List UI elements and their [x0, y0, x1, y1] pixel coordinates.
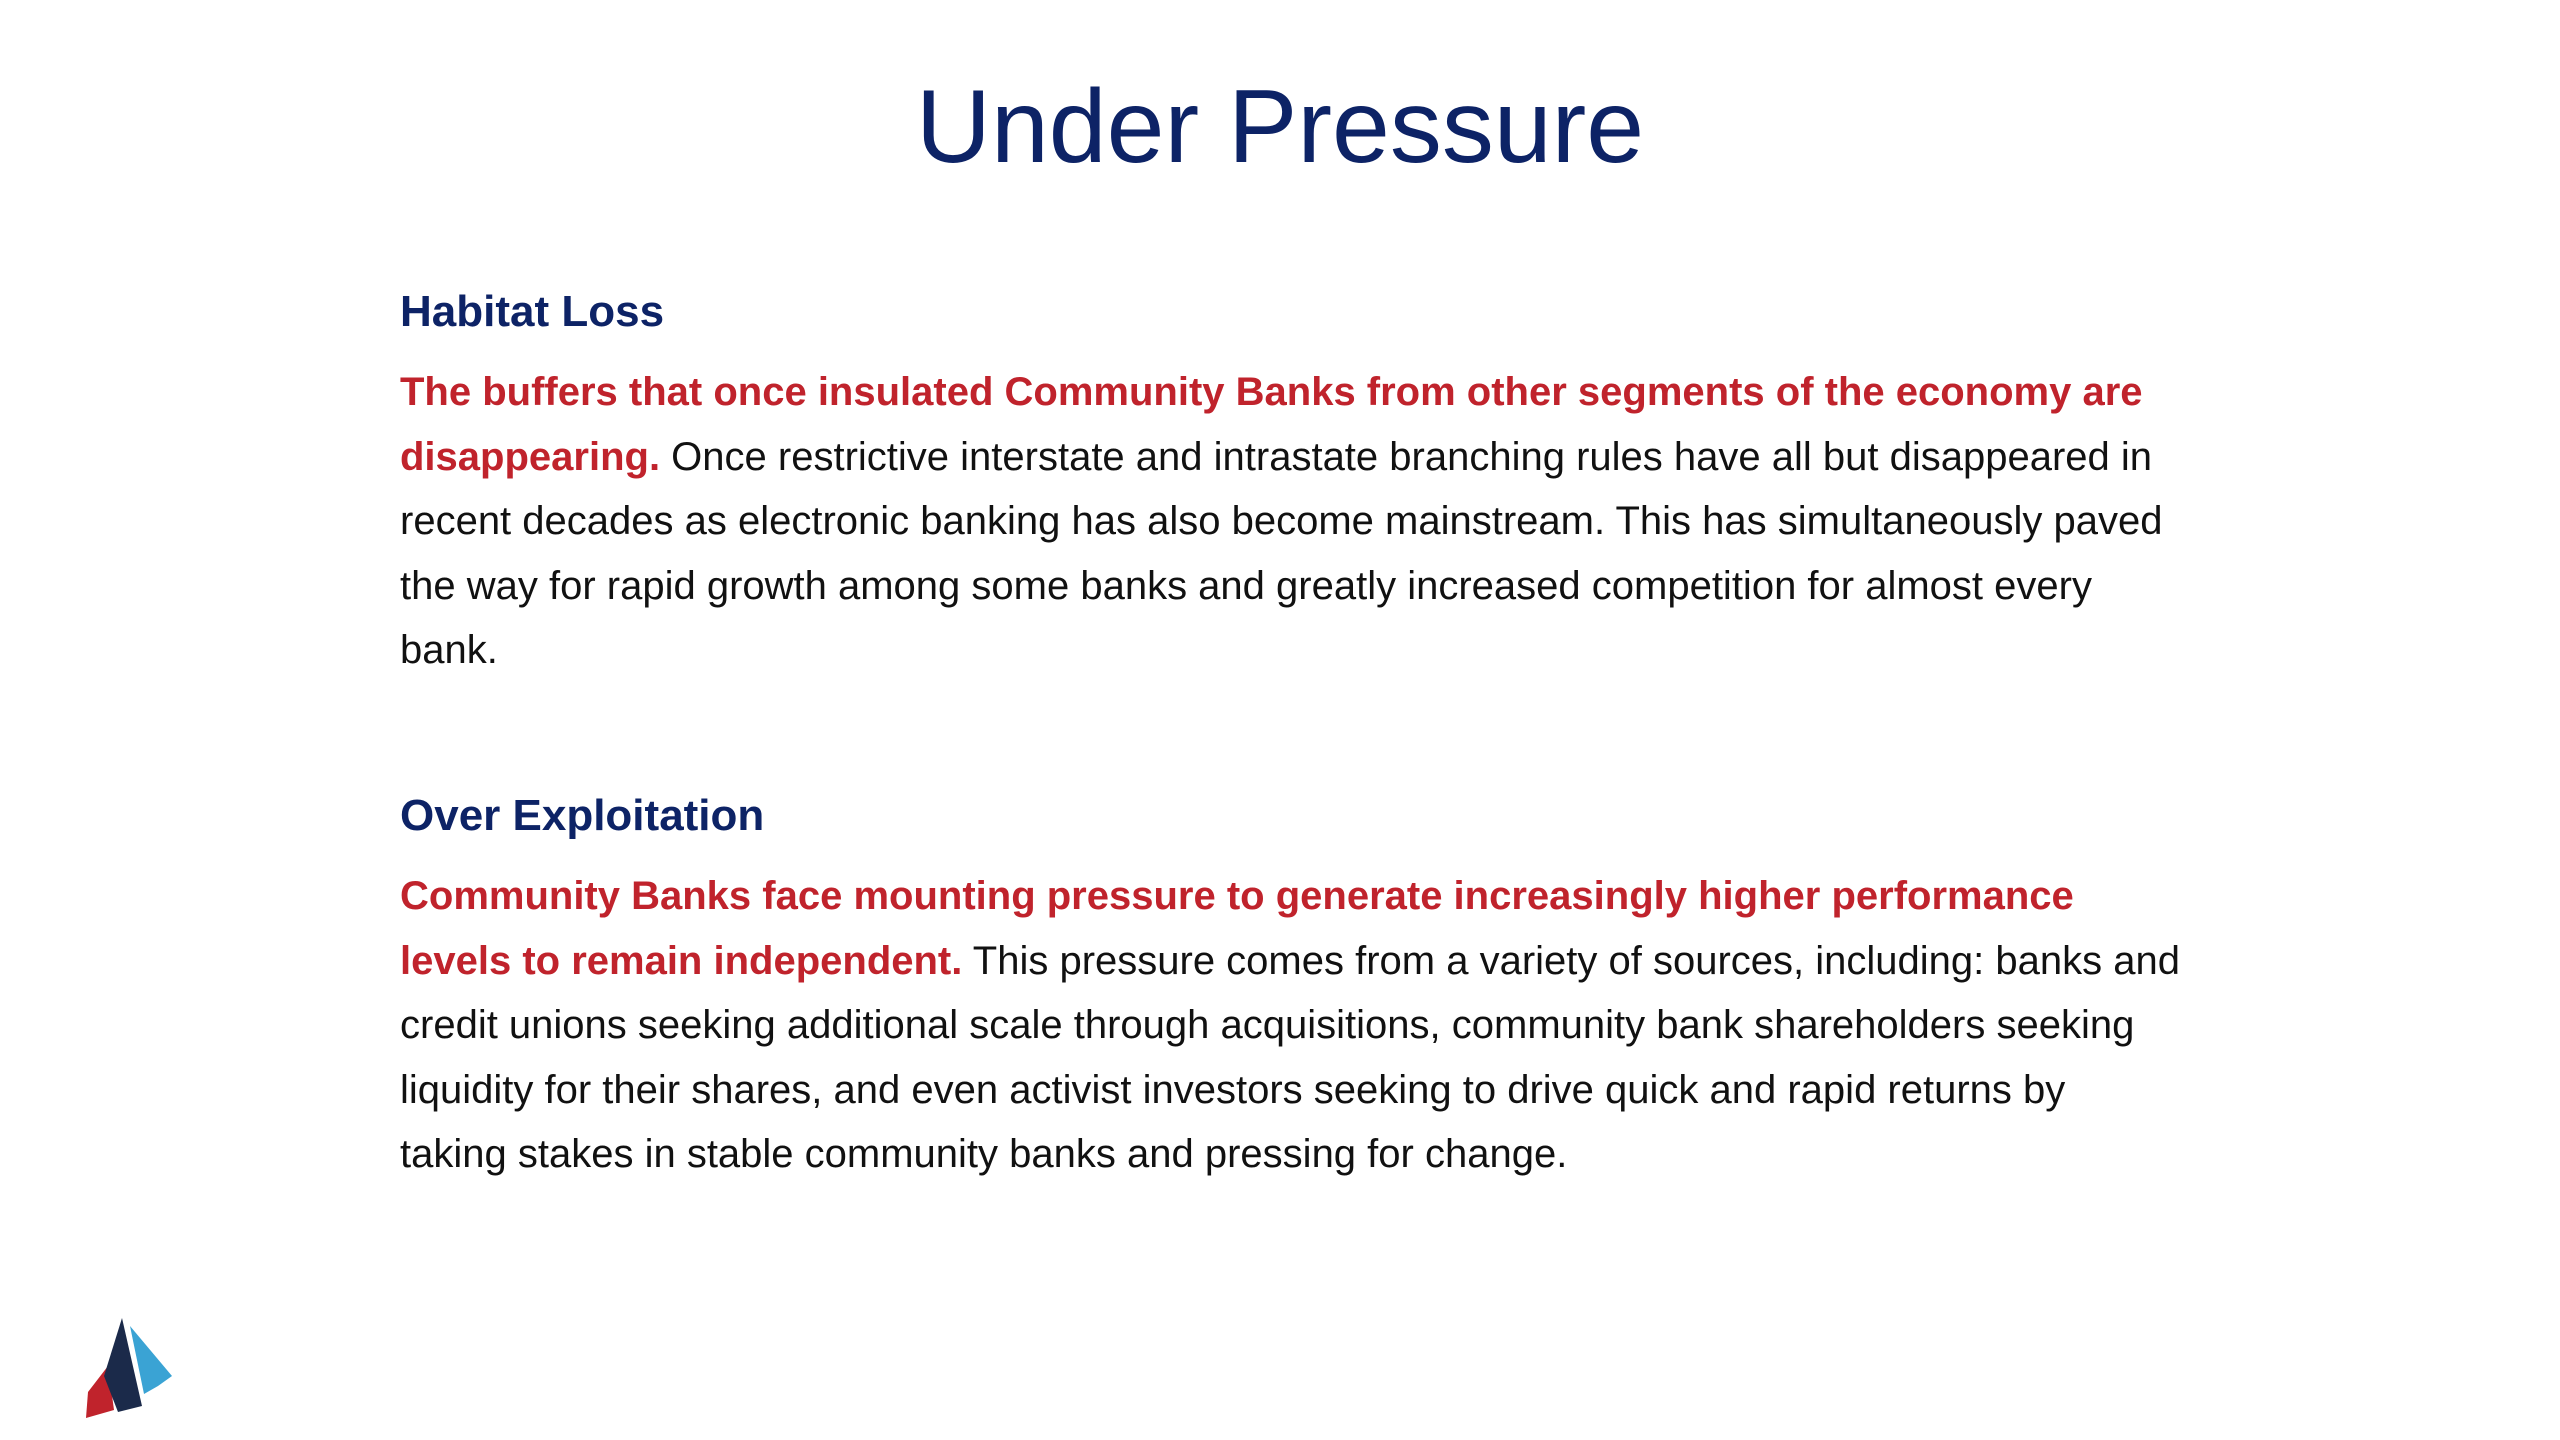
section-over-exploitation [400, 786, 2180, 1187]
body-text: This pressure comes from a variety of sources, including: banks and credit unions seeking additional scale through acquisitions, community bank shareholders seeking liquidity for their shares, and even activist investors seeking to drive quick and rapid returns by taking stakes in stable community banks and pressing for change. [400, 938, 2180, 1176]
section-habitat-loss [400, 282, 2180, 683]
sails-logo-icon [84, 1318, 174, 1418]
section-paragraph [400, 864, 2180, 1187]
slide-title: Under Pressure [915, 69, 1645, 185]
highlight-text: Community Banks face mounting pressure to generate increasingly higher performance levels to remain independent. [400, 874, 2074, 983]
section-paragraph [400, 360, 2180, 683]
section-heading: Habitat Loss [400, 287, 665, 336]
section-heading: Over Exploitation [400, 791, 765, 840]
highlight-text: The buffers that once insulated Community Banks from other segments of the economy are disappearing. [400, 370, 2143, 479]
body-text: Once restrictive interstate and intrastate branching rules have all but disappeared in recent decades as electronic banking has also become mainstream. This has simultaneously paved the way for rapid growth among some banks and greatly increased competition for almost every bank. [400, 434, 2163, 672]
